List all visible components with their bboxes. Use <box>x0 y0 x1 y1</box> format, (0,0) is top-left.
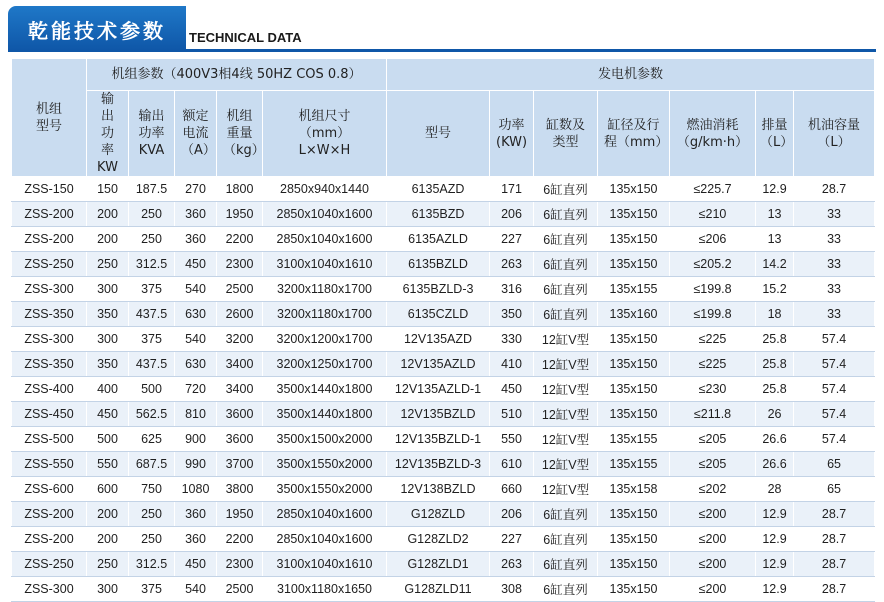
table-cell: 316 <box>490 277 534 302</box>
table-cell: 12缸V型 <box>534 402 598 427</box>
table-row <box>12 477 875 502</box>
table-cell: 33 <box>794 252 875 277</box>
table-cell: 187.5 <box>129 177 175 202</box>
table-cell: ≤230 <box>670 377 756 402</box>
table-cell: 990 <box>175 452 217 477</box>
table-cell: ZSS-500 <box>12 427 87 452</box>
table-cell: 135x150 <box>598 502 670 527</box>
table-cell: 33 <box>794 277 875 302</box>
table-cell: 6135BZLD-3 <box>387 277 490 302</box>
table-cell: ≤225.7 <box>670 177 756 202</box>
table-cell: 13 <box>756 202 794 227</box>
table-cell: 630 <box>175 302 217 327</box>
table-cell: ≤202 <box>670 477 756 502</box>
table-cell: ≤225 <box>670 327 756 352</box>
table-row <box>12 502 875 527</box>
table-cell: 625 <box>129 427 175 452</box>
table-cell: 6缸直列 <box>534 552 598 577</box>
table-cell: 13 <box>756 227 794 252</box>
table-cell: 15.2 <box>756 277 794 302</box>
table-cell: 6缸直列 <box>534 252 598 277</box>
model-header: 机组型号 <box>12 59 87 177</box>
table-body <box>12 177 875 602</box>
table-cell: 18 <box>756 302 794 327</box>
table-row <box>12 227 875 252</box>
table-cell: ≤200 <box>670 577 756 602</box>
table-cell: 135x150 <box>598 252 670 277</box>
table-cell: ZSS-300 <box>12 327 87 352</box>
table-cell: 250 <box>129 527 175 552</box>
table-cell: 12.9 <box>756 177 794 202</box>
table-cell: 28.7 <box>794 527 875 552</box>
table-cell: 12V135BZLD-1 <box>387 427 490 452</box>
table-cell: 33 <box>794 227 875 252</box>
column-header: 缸数及类型 <box>534 91 598 177</box>
table-cell: 250 <box>87 252 129 277</box>
table-cell: 375 <box>129 277 175 302</box>
table-cell: ZSS-550 <box>12 452 87 477</box>
column-header: 燃油消耗（g/km·h） <box>670 91 756 177</box>
table-cell: 135x155 <box>598 277 670 302</box>
table-cell: 12.9 <box>756 502 794 527</box>
table-cell: 65 <box>794 452 875 477</box>
column-header: 输出功率KW <box>87 91 129 177</box>
table-cell: 135x150 <box>598 577 670 602</box>
table-cell: 6缸直列 <box>534 302 598 327</box>
table-cell: 6缸直列 <box>534 527 598 552</box>
table-cell: 28 <box>756 477 794 502</box>
table-cell: 3100x1040x1610 <box>263 552 387 577</box>
table-cell: 6135CZLD <box>387 302 490 327</box>
table-cell: 206 <box>490 202 534 227</box>
table-cell: 135x155 <box>598 452 670 477</box>
table-cell: 135x150 <box>598 377 670 402</box>
table-cell: G128ZLD1 <box>387 552 490 577</box>
table-cell: 360 <box>175 202 217 227</box>
column-header: 缸径及行程（mm） <box>598 91 670 177</box>
table-cell: 630 <box>175 352 217 377</box>
table-cell: ≤205 <box>670 427 756 452</box>
table-row <box>12 452 875 477</box>
table-cell: 33 <box>794 302 875 327</box>
table-cell: 350 <box>87 302 129 327</box>
table-cell: 57.4 <box>794 402 875 427</box>
table-row <box>12 302 875 327</box>
table-cell: 550 <box>490 427 534 452</box>
table-cell: 3500x1440x1800 <box>263 377 387 402</box>
table-cell: 33 <box>794 202 875 227</box>
table-cell: 450 <box>175 552 217 577</box>
table-cell: 12V135AZD <box>387 327 490 352</box>
table-cell: ≤205 <box>670 452 756 477</box>
table-cell: 2850x940x1440 <box>263 177 387 202</box>
table-cell: 3500x1440x1800 <box>263 402 387 427</box>
table-cell: 562.5 <box>129 402 175 427</box>
table-cell: ZSS-250 <box>12 552 87 577</box>
table-cell: 3400 <box>217 377 263 402</box>
table-cell: 135x150 <box>598 527 670 552</box>
table-cell: 6135BZD <box>387 202 490 227</box>
table-cell: 360 <box>175 527 217 552</box>
title-divider <box>8 49 876 52</box>
table-row <box>12 552 875 577</box>
table-cell: 57.4 <box>794 327 875 352</box>
table-cell: 171 <box>490 177 534 202</box>
table-cell: ZSS-200 <box>12 527 87 552</box>
table-cell: 12V135AZLD-1 <box>387 377 490 402</box>
table-cell: 3200x1200x1700 <box>263 327 387 352</box>
table-cell: G128ZLD2 <box>387 527 490 552</box>
table-cell: 12缸V型 <box>534 427 598 452</box>
table-cell: 437.5 <box>129 302 175 327</box>
table-cell: 12V135BZLD <box>387 402 490 427</box>
table-cell: 12.9 <box>756 577 794 602</box>
table-cell: 350 <box>87 352 129 377</box>
technical-data-table <box>11 58 875 602</box>
table-cell: 57.4 <box>794 352 875 377</box>
table-cell: 3100x1040x1610 <box>263 252 387 277</box>
table-cell: 26 <box>756 402 794 427</box>
table-cell: 6缸直列 <box>534 502 598 527</box>
table-cell: 200 <box>87 527 129 552</box>
table-cell: 25.8 <box>756 327 794 352</box>
table-row <box>12 352 875 377</box>
table-cell: ZSS-350 <box>12 352 87 377</box>
table-cell: 1950 <box>217 502 263 527</box>
column-header: 额定电流（A） <box>175 91 217 177</box>
table-cell: ≤199.8 <box>670 302 756 327</box>
table-cell: 540 <box>175 327 217 352</box>
table-cell: 6缸直列 <box>534 227 598 252</box>
table-cell: ≤205.2 <box>670 252 756 277</box>
table-cell: 12V135AZLD <box>387 352 490 377</box>
table-cell: 12.9 <box>756 527 794 552</box>
table-cell: 2850x1040x1600 <box>263 202 387 227</box>
table-cell: 3500x1550x2000 <box>263 477 387 502</box>
table-row <box>12 577 875 602</box>
table-cell: 900 <box>175 427 217 452</box>
table-cell: 263 <box>490 252 534 277</box>
title-bar <box>8 6 310 50</box>
table-cell: 12缸V型 <box>534 452 598 477</box>
table-header <box>12 59 875 177</box>
table-cell: 135x158 <box>598 477 670 502</box>
table-cell: 135x150 <box>598 327 670 352</box>
table-cell: 3700 <box>217 452 263 477</box>
table-cell: ZSS-350 <box>12 302 87 327</box>
table-cell: 2300 <box>217 252 263 277</box>
table-cell: ZSS-600 <box>12 477 87 502</box>
table-cell: 6缸直列 <box>534 202 598 227</box>
table-cell: 3200x1180x1700 <box>263 277 387 302</box>
table-cell: 150 <box>87 177 129 202</box>
table-cell: 200 <box>87 202 129 227</box>
column-header: 机油容量（L） <box>794 91 875 177</box>
table-cell: ZSS-250 <box>12 252 87 277</box>
table-row <box>12 402 875 427</box>
table-cell: 2600 <box>217 302 263 327</box>
table-cell: 65 <box>794 477 875 502</box>
table-cell: 135x150 <box>598 202 670 227</box>
table-cell: 2200 <box>217 527 263 552</box>
table-cell: 500 <box>87 427 129 452</box>
unit-params-header: 机组参数（400V3相4线 50HZ COS 0.8） <box>87 59 387 91</box>
table-cell: 2200 <box>217 227 263 252</box>
table-cell: 3500x1500x2000 <box>263 427 387 452</box>
table-cell: 57.4 <box>794 377 875 402</box>
table-cell: 410 <box>490 352 534 377</box>
table-cell: 450 <box>175 252 217 277</box>
table-cell: 135x160 <box>598 302 670 327</box>
table-cell: ZSS-200 <box>12 202 87 227</box>
table-cell: 2500 <box>217 277 263 302</box>
table-cell: 6135BZLD <box>387 252 490 277</box>
column-header: 机组重量（kg） <box>217 91 263 177</box>
table-cell: 375 <box>129 327 175 352</box>
table-cell: 250 <box>129 227 175 252</box>
engine-params-header: 发电机参数 <box>387 59 875 91</box>
table-row <box>12 252 875 277</box>
table-cell: 25.8 <box>756 377 794 402</box>
table-cell: 26.6 <box>756 452 794 477</box>
title-en: TECHNICAL DATA <box>189 30 302 45</box>
table-cell: 3600 <box>217 402 263 427</box>
table-cell: ≤199.8 <box>670 277 756 302</box>
table-cell: 14.2 <box>756 252 794 277</box>
table-cell: 200 <box>87 502 129 527</box>
table-cell: 450 <box>87 402 129 427</box>
table-cell: 6缸直列 <box>534 277 598 302</box>
table-cell: ≤206 <box>670 227 756 252</box>
column-header: 排量（L） <box>756 91 794 177</box>
table-cell: 135x150 <box>598 227 670 252</box>
table-cell: 500 <box>129 377 175 402</box>
table-row <box>12 427 875 452</box>
table-cell: 57.4 <box>794 427 875 452</box>
table-cell: 135x150 <box>598 177 670 202</box>
table-cell: ≤225 <box>670 352 756 377</box>
table-cell: ZSS-150 <box>12 177 87 202</box>
table-cell: 3200x1180x1700 <box>263 302 387 327</box>
table-cell: 450 <box>490 377 534 402</box>
table-cell: ZSS-400 <box>12 377 87 402</box>
table-cell: 227 <box>490 527 534 552</box>
table-cell: 660 <box>490 477 534 502</box>
column-header: 功率(KW) <box>490 91 534 177</box>
table-cell: 3800 <box>217 477 263 502</box>
table-cell: 540 <box>175 277 217 302</box>
table-cell: 6135AZLD <box>387 227 490 252</box>
title-cn: 乾能技术参数 <box>28 19 166 43</box>
table-cell: 270 <box>175 177 217 202</box>
table-row <box>12 202 875 227</box>
table-cell: 2850x1040x1600 <box>263 227 387 252</box>
table-cell: ≤211.8 <box>670 402 756 427</box>
table-cell: 3200x1250x1700 <box>263 352 387 377</box>
table-cell: 2500 <box>217 577 263 602</box>
table-cell: ZSS-300 <box>12 577 87 602</box>
table-cell: 12缸V型 <box>534 377 598 402</box>
table-row <box>12 177 875 202</box>
table-row <box>12 327 875 352</box>
table-cell: 400 <box>87 377 129 402</box>
table-cell: ≤200 <box>670 527 756 552</box>
table-cell: 610 <box>490 452 534 477</box>
table-cell: 1080 <box>175 477 217 502</box>
table-cell: 135x150 <box>598 402 670 427</box>
table-cell: 135x150 <box>598 352 670 377</box>
table-cell: 600 <box>87 477 129 502</box>
table-cell: ≤200 <box>670 502 756 527</box>
table-cell: 206 <box>490 502 534 527</box>
table-cell: 250 <box>129 502 175 527</box>
table-cell: 250 <box>129 202 175 227</box>
table-cell: 12缸V型 <box>534 477 598 502</box>
table-cell: 2850x1040x1600 <box>263 527 387 552</box>
table-cell: 510 <box>490 402 534 427</box>
table-cell: ZSS-450 <box>12 402 87 427</box>
table-row <box>12 377 875 402</box>
table-cell: 3400 <box>217 352 263 377</box>
table-cell: 200 <box>87 227 129 252</box>
title-tab <box>8 6 186 50</box>
table-cell: 312.5 <box>129 552 175 577</box>
table-cell: 308 <box>490 577 534 602</box>
table-cell: 6缸直列 <box>534 177 598 202</box>
table-row <box>12 277 875 302</box>
table-cell: 28.7 <box>794 577 875 602</box>
table-cell: 26.6 <box>756 427 794 452</box>
table-cell: 6缸直列 <box>534 577 598 602</box>
table-cell: 3500x1550x2000 <box>263 452 387 477</box>
table-cell: G128ZLD11 <box>387 577 490 602</box>
table-cell: ZSS-200 <box>12 227 87 252</box>
table-cell: 330 <box>490 327 534 352</box>
table-cell: 375 <box>129 577 175 602</box>
table-cell: 3100x1180x1650 <box>263 577 387 602</box>
table-cell: 28.7 <box>794 177 875 202</box>
table-cell: 12缸V型 <box>534 327 598 352</box>
table-cell: ≤200 <box>670 552 756 577</box>
table-cell: 28.7 <box>794 552 875 577</box>
table-cell: 437.5 <box>129 352 175 377</box>
table-cell: 540 <box>175 577 217 602</box>
table-cell: ZSS-300 <box>12 277 87 302</box>
table-cell: 810 <box>175 402 217 427</box>
table-cell: 312.5 <box>129 252 175 277</box>
table-cell: 263 <box>490 552 534 577</box>
table-cell: 550 <box>87 452 129 477</box>
table-cell: 360 <box>175 502 217 527</box>
table-cell: 350 <box>490 302 534 327</box>
table-cell: ZSS-200 <box>12 502 87 527</box>
column-header: 机组尺寸（mm）L×W×H <box>263 91 387 177</box>
table-cell: 135x155 <box>598 427 670 452</box>
table-cell: 12V138BZLD <box>387 477 490 502</box>
table-cell: 12缸V型 <box>534 352 598 377</box>
table-cell: 300 <box>87 277 129 302</box>
table-cell: 3600 <box>217 427 263 452</box>
table-cell: 720 <box>175 377 217 402</box>
table-cell: 2850x1040x1600 <box>263 502 387 527</box>
table-cell: 750 <box>129 477 175 502</box>
table-cell: 25.8 <box>756 352 794 377</box>
table-cell: G128ZLD <box>387 502 490 527</box>
table-cell: 250 <box>87 552 129 577</box>
column-header: 输出功率KVA <box>129 91 175 177</box>
table-cell: 3200 <box>217 327 263 352</box>
table-cell: 360 <box>175 227 217 252</box>
table-cell: 300 <box>87 327 129 352</box>
table-cell: ≤210 <box>670 202 756 227</box>
table-cell: 227 <box>490 227 534 252</box>
table-cell: 2300 <box>217 552 263 577</box>
table-cell: 1800 <box>217 177 263 202</box>
table-row <box>12 527 875 552</box>
table-cell: 687.5 <box>129 452 175 477</box>
table-cell: 135x150 <box>598 552 670 577</box>
table-cell: 1950 <box>217 202 263 227</box>
table-cell: 12.9 <box>756 552 794 577</box>
table-cell: 6135AZD <box>387 177 490 202</box>
column-header: 型号 <box>387 91 490 177</box>
table-cell: 12V135BZLD-3 <box>387 452 490 477</box>
table-cell: 300 <box>87 577 129 602</box>
table-cell: 28.7 <box>794 502 875 527</box>
